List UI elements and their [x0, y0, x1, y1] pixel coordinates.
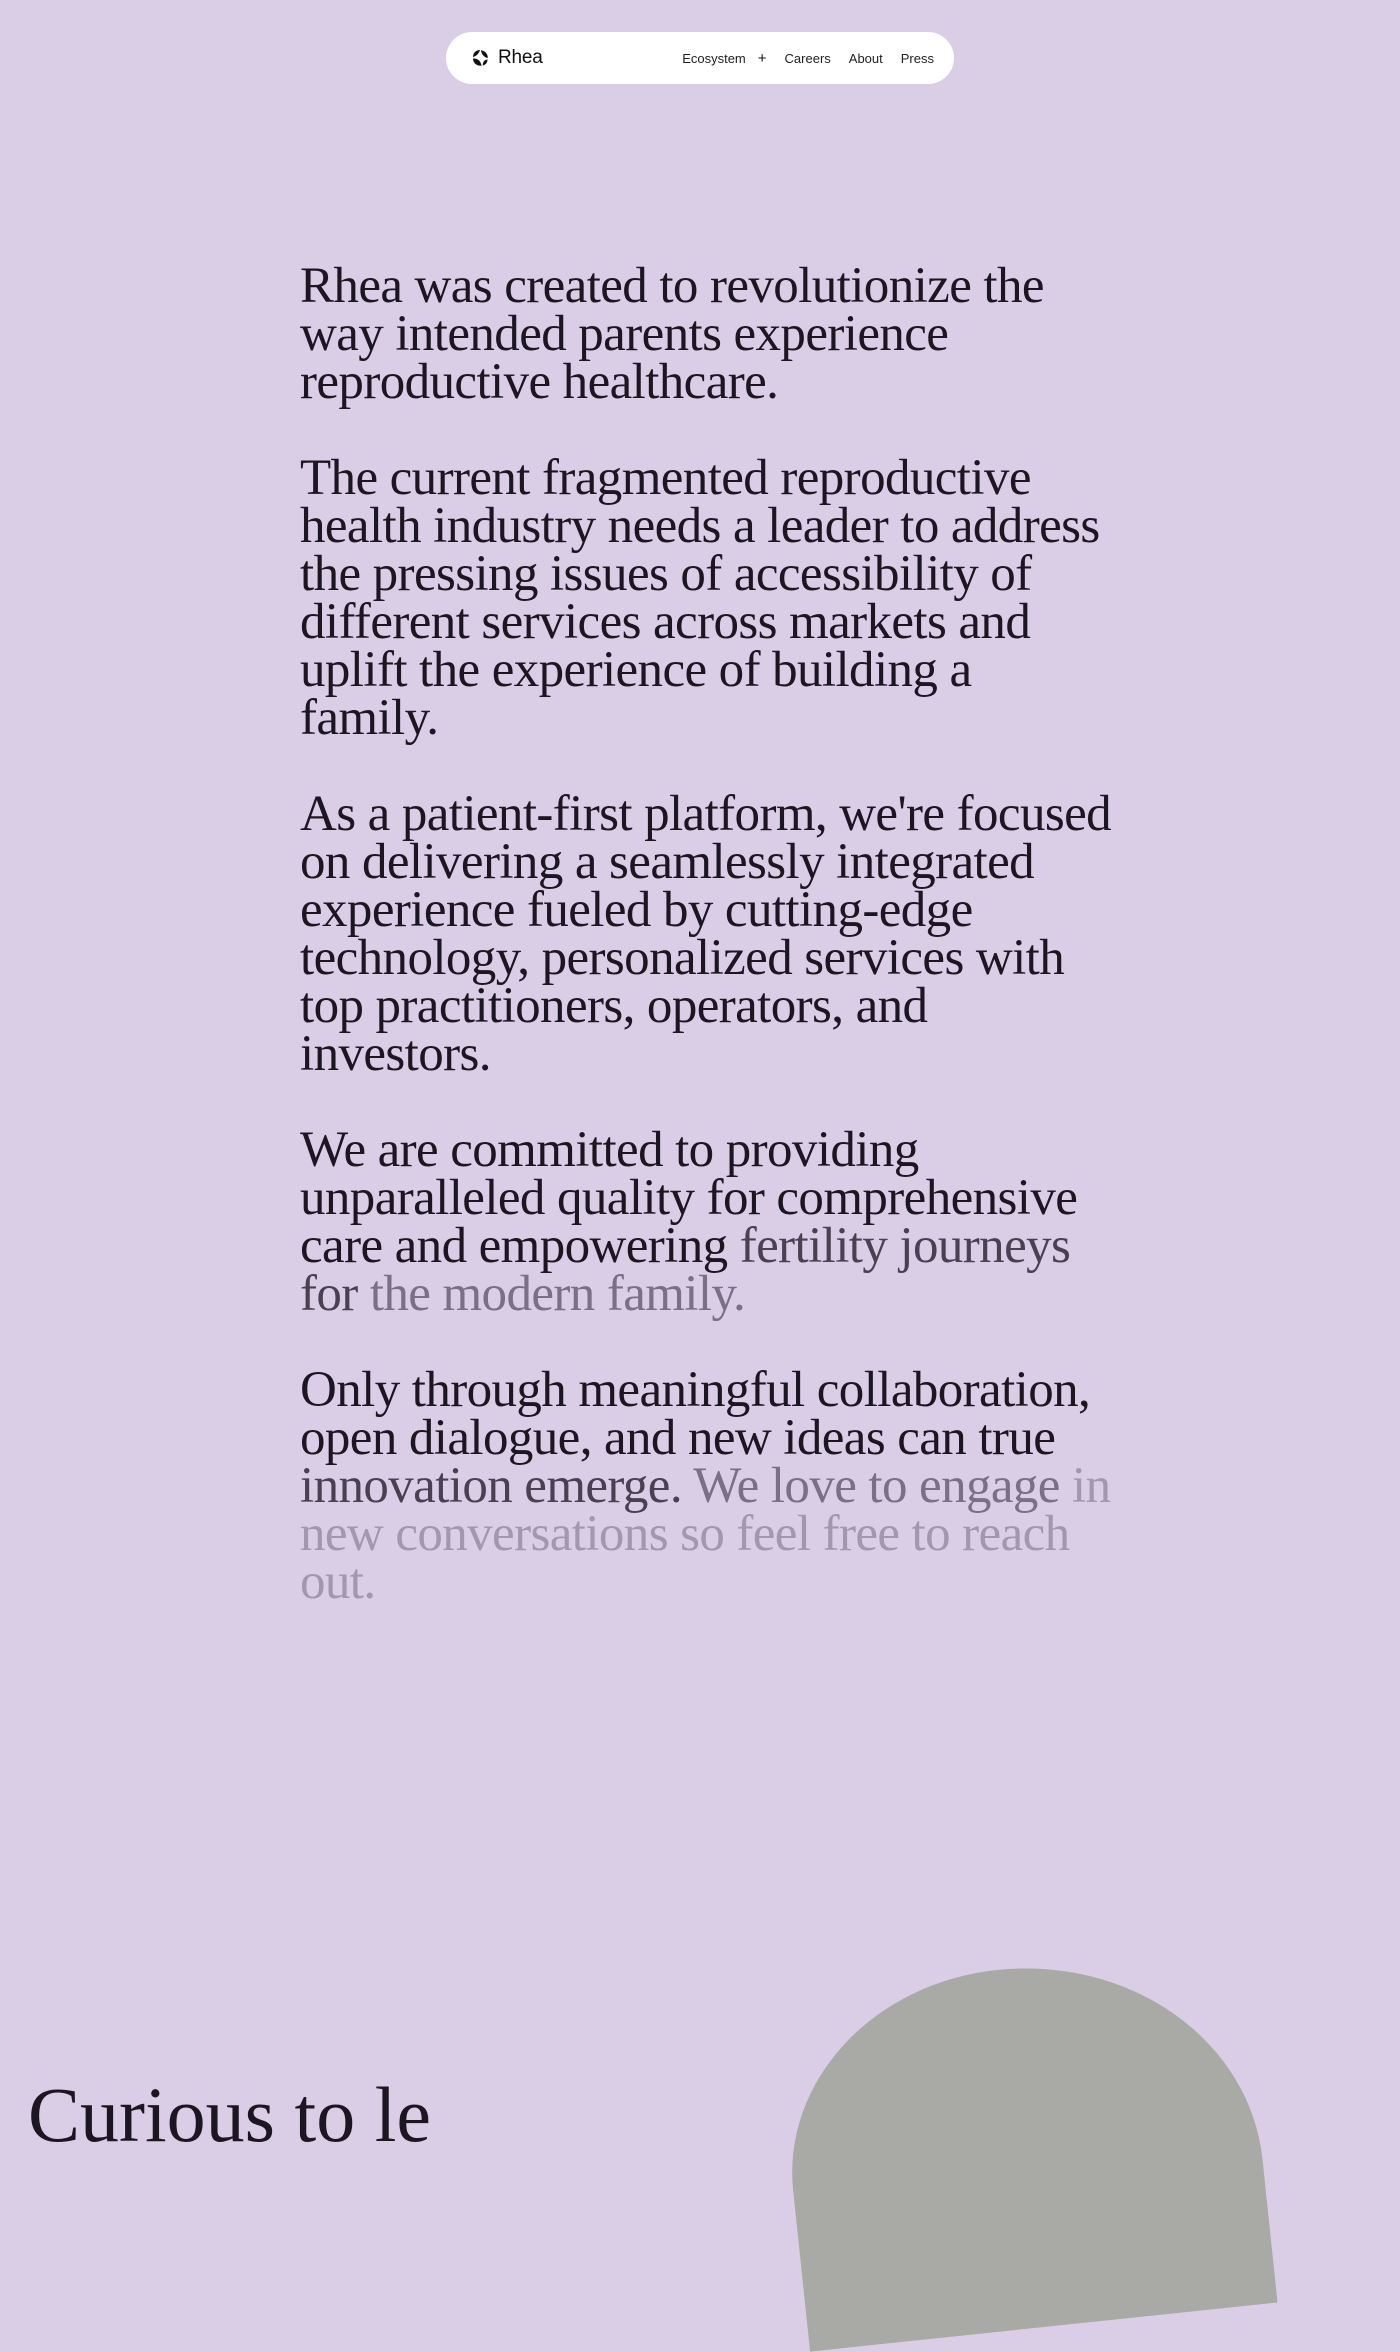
paragraph-5-text-a: Only through meaningful collaboration, open dialogue, and new ideas can true [300, 1362, 1091, 1466]
paragraph-5-text-c: We love to engage [693, 1458, 1072, 1514]
mission-paragraph-2 [300, 450, 1120, 746]
paragraph-4-text-c: the modern family. [369, 1266, 746, 1322]
paragraph-1-text: Rhea was created to revolutionize the way intended parents experience reproductive healthcare. [300, 258, 1044, 410]
decorative-blob [772, 1944, 1277, 2351]
mission-paragraph-3 [300, 786, 1120, 1082]
nav-ecosystem-label: Ecosystem [682, 50, 746, 66]
nav-careers-label: Careers [784, 50, 831, 66]
nav-ecosystem[interactable] [682, 51, 766, 66]
paragraph-2-text: The current fragmented reproductive health industry needs a leader to address the pressing issues of accessibility of different services across markets and uplift the experience of building a family. [300, 450, 1100, 746]
brand-name: Rhea [498, 47, 543, 68]
nav-about-label: About [848, 50, 883, 66]
nav-press-label: Press [900, 50, 934, 66]
paragraph-5-text-b: innovation emerge. [300, 1458, 694, 1514]
mission-paragraph-5 [300, 1362, 1120, 1610]
nav-about[interactable] [849, 51, 883, 66]
contact-heading: Curious to le [28, 2071, 431, 2158]
paragraph-4-text-a: We are committed to providing unparalleled quality for comprehensive care and empowering [300, 1122, 1078, 1274]
nav-links [682, 51, 934, 66]
rhea-logo-icon [470, 48, 490, 68]
paragraph-5-text-d: in new conversations so feel free to reach out. [300, 1458, 1111, 1610]
brand-link[interactable] [470, 47, 543, 69]
paragraph-3-text: As a patient-first platform, we're focused on delivering a seamlessly integrated experience fueled by cutting-edge technology, personalized services with top practitioners, operators, and investors. [300, 786, 1112, 1082]
top-navbar [446, 32, 954, 84]
nav-press[interactable] [901, 51, 934, 66]
paragraph-4-text-b: fertility journeys for [300, 1218, 1071, 1322]
mission-statement [300, 258, 1120, 1654]
mission-paragraph-4 [300, 1122, 1120, 1322]
nav-careers[interactable] [785, 51, 831, 66]
mission-paragraph-1 [300, 258, 1120, 410]
plus-icon: + [757, 49, 767, 67]
